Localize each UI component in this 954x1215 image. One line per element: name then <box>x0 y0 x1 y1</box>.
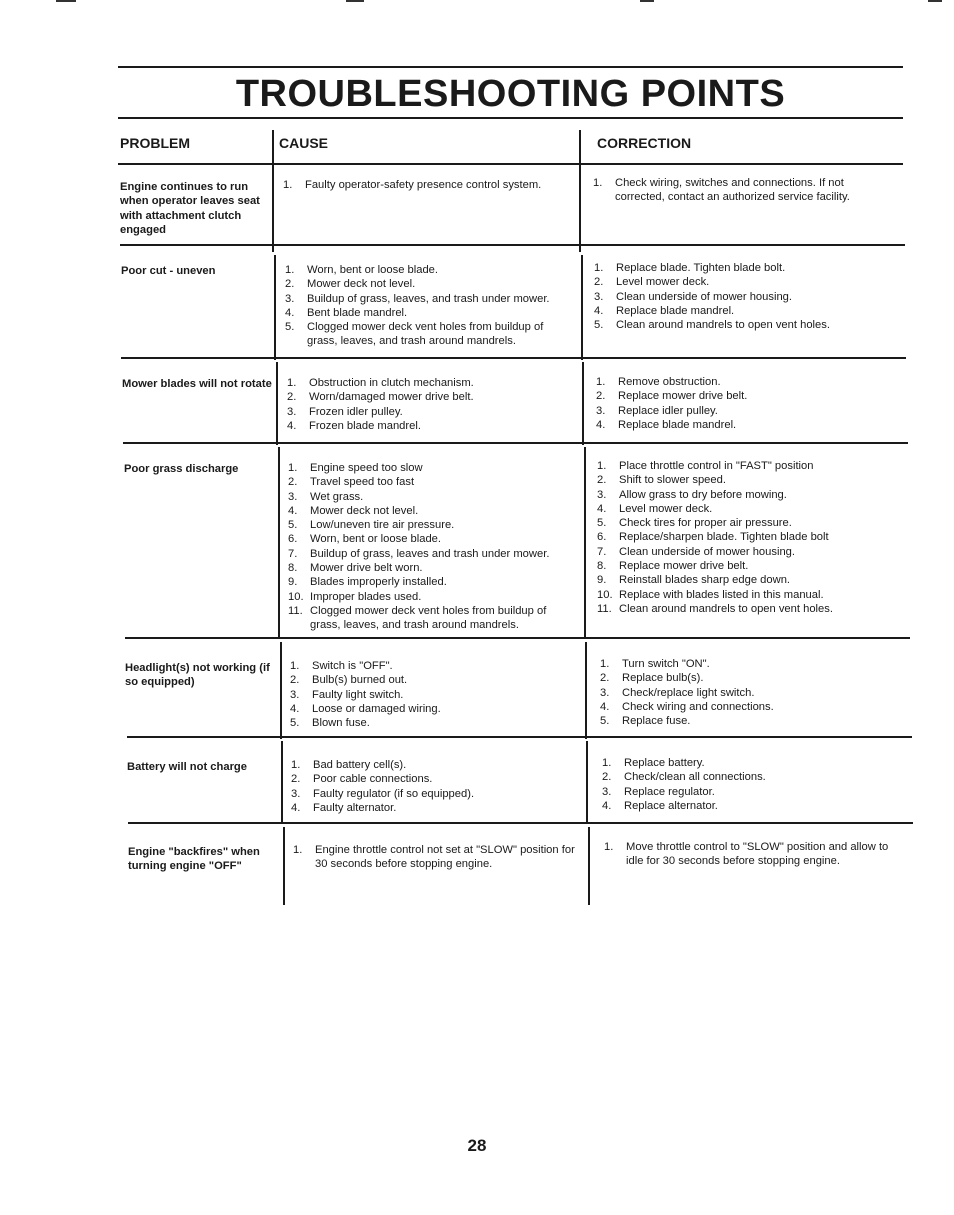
list-item: 3. Replace idler pulley. <box>596 404 718 417</box>
cause-list <box>290 659 580 730</box>
column-divider <box>278 447 280 639</box>
list-item: 9. Reinstall blades sharp edge down. <box>597 574 791 587</box>
list-item: 1. Check wiring, switches and connections. If not corrected, contact an authorized service facility. <box>593 177 850 204</box>
column-divider <box>582 362 584 445</box>
title-rule-bottom <box>118 117 903 119</box>
column-divider <box>280 642 282 739</box>
list-item: 3. Replace regulator. <box>602 785 715 798</box>
list-item: 9. Blades improperly installed. <box>288 576 447 589</box>
correction-list <box>604 840 899 869</box>
list-item: 3. Faulty light switch. <box>290 688 404 701</box>
column-divider <box>579 130 581 252</box>
correction-list <box>597 459 897 616</box>
list-item: 5. Clean around mandrels to open vent holes. <box>594 319 830 332</box>
list-item: 2. Check/clean all connections. <box>602 771 766 784</box>
problem-label: Engine continues to run when operator leaves seat with attachment clutch engaged <box>120 181 260 236</box>
list-item: 2. Bulb(s) burned out. <box>290 674 408 687</box>
list-item: 1. Move throttle control to "SLOW" position and allow to idle for 30 seconds before stopping engine. <box>604 841 889 868</box>
list-item: 3. Check/replace light switch. <box>600 686 755 699</box>
scan-mark <box>346 0 364 2</box>
scan-mark <box>928 0 942 2</box>
cause-list <box>291 758 581 815</box>
correction-list <box>602 756 902 813</box>
scan-mark <box>640 0 654 2</box>
list-item: 3. Clean underside of mower housing. <box>594 290 792 303</box>
column-divider <box>276 362 278 445</box>
header-problem: PROBLEM <box>120 135 190 151</box>
list-item: 5. Check tires for proper air pressure. <box>597 517 792 530</box>
column-divider <box>281 741 283 824</box>
list-item: 4. Level mower deck. <box>597 502 713 515</box>
correction-list <box>596 375 896 432</box>
list-item: 2. Worn/damaged mower drive belt. <box>287 391 474 404</box>
row-separator <box>128 822 913 824</box>
list-item: 1. Worn, bent or loose blade. <box>285 264 439 276</box>
list-item: 4. Frozen blade mandrel. <box>287 419 421 432</box>
list-item: 2. Poor cable connections. <box>291 773 433 786</box>
header-correction: CORRECTION <box>597 135 692 151</box>
list-item: 2. Mower deck not level. <box>285 278 416 291</box>
list-item: 10. Replace with blades listed in this manual. <box>597 588 824 601</box>
column-divider <box>283 827 285 905</box>
list-item: 7. Clean underside of mower housing. <box>597 545 795 558</box>
list-item: 3. Frozen idler pulley. <box>287 405 403 418</box>
page-number: 28 <box>467 1136 487 1155</box>
problem-label: Engine "backfires" when turning engine "OFF" <box>128 846 260 873</box>
row-separator <box>120 244 905 246</box>
list-item: 11. Clean around mandrels to open vent holes. <box>597 602 833 615</box>
list-item: 4. Replace blade mandrel. <box>594 304 735 317</box>
list-item: 1. Switch is "OFF". <box>290 660 393 672</box>
column-divider <box>272 130 274 252</box>
list-item: 4. Check wiring and connections. <box>600 700 774 713</box>
list-item: 2. Shift to slower speed. <box>597 474 726 487</box>
title-rule-top <box>118 66 903 68</box>
correction-list <box>594 261 894 332</box>
correction-list <box>600 657 900 728</box>
list-item: 2. Level mower deck. <box>594 276 710 289</box>
row-separator <box>118 163 903 165</box>
problem-label: Headlight(s) not working (if so equipped) <box>125 662 270 689</box>
correction-list <box>593 176 888 205</box>
problem-label: Poor grass discharge <box>124 463 239 475</box>
list-item: 5. Clogged mower deck vent holes from buildup of grass, leaves, and trash around mandrels. <box>285 321 544 348</box>
column-divider <box>586 741 588 824</box>
list-item: 1. Remove obstruction. <box>596 376 721 388</box>
list-item: 3. Buildup of grass, leaves, and trash under mower. <box>285 292 550 305</box>
list-item: 7. Buildup of grass, leaves and trash under mower. <box>288 547 550 560</box>
page-title: TROUBLESHOOTING POINTS <box>235 73 786 115</box>
list-item: 6. Worn, bent or loose blade. <box>288 533 442 546</box>
column-divider <box>581 255 583 360</box>
cause-list <box>293 843 578 872</box>
list-item: 3. Faulty regulator (if so equipped). <box>291 787 475 800</box>
header-cause: CAUSE <box>279 135 329 151</box>
list-item: 4. Replace blade mandrel. <box>596 418 737 431</box>
list-item: 4. Mower deck not level. <box>288 504 419 517</box>
cause-list <box>285 263 575 349</box>
column-divider <box>274 255 276 360</box>
list-item: 5. Low/uneven tire air pressure. <box>288 519 455 532</box>
list-item: 2. Replace mower drive belt. <box>596 390 748 403</box>
list-item: 11. Clogged mower deck vent holes from buildup of grass, leaves, and trash around mandrels. <box>288 604 547 632</box>
list-item: 4. Bent blade mandrel. <box>285 306 408 319</box>
list-item: 3. Allow grass to dry before mowing. <box>597 488 787 501</box>
list-item: 8. Mower drive belt worn. <box>288 562 423 575</box>
row-separator <box>125 637 910 639</box>
row-separator <box>121 357 906 359</box>
list-item: 1. Obstruction in clutch mechanism. <box>287 377 474 389</box>
list-item: 4. Faulty alternator. <box>291 801 397 814</box>
problem-label: Mower blades will not rotate <box>122 378 272 390</box>
list-item: 1. Faulty operator-safety presence control system. <box>283 179 542 191</box>
list-item: 1. Bad battery cell(s). <box>291 759 407 771</box>
list-item: 10. Improper blades used. <box>288 590 422 603</box>
problem-label: Battery will not charge <box>127 761 247 773</box>
list-item: 1. Engine throttle control not set at "SLOW" position for 30 seconds before stopping engine. <box>293 844 575 871</box>
list-item: 5. Replace fuse. <box>600 715 691 728</box>
list-item: 1. Engine speed too slow <box>288 462 423 474</box>
list-item: 8. Replace mower drive belt. <box>597 560 749 573</box>
row-separator <box>123 442 908 444</box>
cause-list <box>287 376 577 433</box>
cause-list <box>288 461 578 633</box>
column-divider <box>585 642 587 739</box>
list-item: 5. Blown fuse. <box>290 717 370 730</box>
list-item: 3. Wet grass. <box>288 490 364 503</box>
list-item: 1. Turn switch "ON". <box>600 658 710 670</box>
list-item: 4. Replace alternator. <box>602 799 718 812</box>
problem-label: Poor cut - uneven <box>121 265 216 277</box>
list-item: 1. Replace battery. <box>602 757 705 769</box>
list-item: 2. Travel speed too fast <box>288 476 415 489</box>
row-separator <box>127 736 912 738</box>
column-divider <box>588 827 590 905</box>
cause-list <box>283 178 573 192</box>
column-divider <box>584 447 586 639</box>
list-item: 1. Place throttle control in "FAST" position <box>597 460 814 472</box>
list-item: 4. Loose or damaged wiring. <box>290 702 441 715</box>
list-item: 1. Replace blade. Tighten blade bolt. <box>594 262 786 274</box>
list-item: 6. Replace/sharpen blade. Tighten blade bolt <box>597 531 829 544</box>
scan-mark <box>56 0 76 2</box>
list-item: 2. Replace bulb(s). <box>600 672 704 685</box>
